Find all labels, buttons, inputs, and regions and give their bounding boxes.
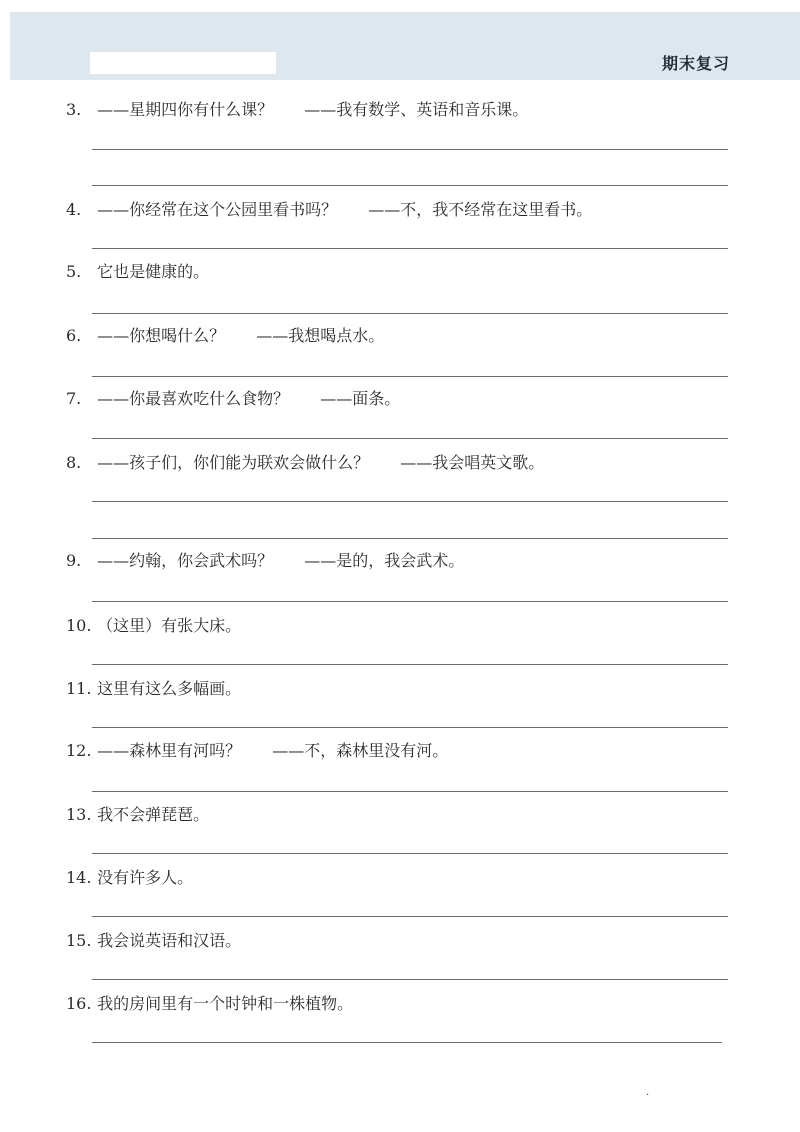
question-4 — [66, 199, 592, 221]
answer-line[interactable] — [92, 248, 728, 249]
question-number: 7. — [66, 389, 82, 408]
question-prompt: ——星期四你有什么课？ — [97, 100, 274, 119]
answer-line[interactable] — [92, 438, 728, 439]
question-7 — [66, 388, 400, 410]
answer-line[interactable] — [92, 664, 728, 665]
question-reply: ——我有数学、英语和音乐课。 — [304, 100, 529, 119]
scan-speck: · — [646, 1090, 650, 1101]
question-prompt: ——你经常在这个公园里看书吗？ — [97, 200, 338, 219]
question-13 — [66, 804, 209, 826]
answer-line[interactable] — [92, 538, 728, 539]
question-reply: ——我想喝点水。 — [256, 326, 385, 345]
answer-line[interactable] — [92, 601, 728, 602]
question-number: 11. — [66, 679, 92, 698]
question-reply: ——面条。 — [320, 389, 401, 408]
question-number: 4. — [66, 200, 82, 219]
question-number: 8. — [66, 453, 82, 472]
question-prompt: 我的房间里有一个时钟和一株植物。 — [97, 994, 354, 1013]
question-8 — [66, 452, 544, 474]
question-6 — [66, 325, 384, 347]
question-reply: ——是的，我会武术。 — [304, 551, 465, 570]
answer-line[interactable] — [92, 727, 728, 728]
question-number: 3. — [66, 100, 82, 119]
answer-line[interactable] — [92, 376, 728, 377]
question-12 — [66, 740, 448, 762]
question-reply: ——我会唱英文歌。 — [400, 453, 545, 472]
question-number: 9. — [66, 551, 82, 570]
question-prompt: ——你最喜欢吃什么食物？ — [97, 389, 290, 408]
header-blank-box — [90, 52, 276, 74]
question-prompt: ——森林里有河吗？ — [97, 741, 242, 760]
question-number: 13. — [66, 805, 92, 824]
question-prompt: 我不会弹琵琶。 — [97, 805, 210, 824]
question-prompt: ——孩子们，你们能为联欢会做什么？ — [97, 453, 370, 472]
question-prompt: 我会说英语和汉语。 — [97, 931, 242, 950]
answer-line[interactable] — [92, 916, 728, 917]
question-5 — [66, 261, 209, 283]
answer-line[interactable] — [92, 979, 728, 980]
question-number: 6. — [66, 326, 82, 345]
question-15 — [66, 930, 241, 952]
question-3 — [66, 99, 528, 121]
question-prompt: 它也是健康的。 — [97, 262, 210, 281]
question-reply: ——不，森林里没有河。 — [272, 741, 449, 760]
answer-line[interactable] — [92, 1042, 722, 1043]
question-11 — [66, 678, 241, 700]
question-9 — [66, 550, 464, 572]
answer-line[interactable] — [92, 313, 728, 314]
question-prompt: ——你想喝什么？ — [97, 326, 226, 345]
question-14 — [66, 867, 193, 889]
answer-line[interactable] — [92, 501, 728, 502]
answer-line[interactable] — [92, 185, 728, 186]
page-title: 期末复习 — [662, 54, 731, 73]
question-prompt: ——约翰，你会武术吗？ — [97, 551, 274, 570]
question-reply: ——不，我不经常在这里看书。 — [368, 200, 593, 219]
question-10 — [66, 615, 241, 637]
answer-line[interactable] — [92, 791, 728, 792]
question-number: 5. — [66, 262, 82, 281]
question-prompt: 没有许多人。 — [97, 868, 194, 887]
question-number: 10. — [66, 616, 92, 635]
question-number: 12. — [66, 741, 92, 760]
question-prompt: （这里）有张大床。 — [97, 616, 242, 635]
answer-line[interactable] — [92, 853, 728, 854]
question-number: 15. — [66, 931, 92, 950]
question-number: 14. — [66, 868, 92, 887]
question-prompt: 这里有这么多幅画。 — [97, 679, 242, 698]
answer-line[interactable] — [92, 149, 728, 150]
question-16 — [66, 993, 353, 1015]
question-number: 16. — [66, 994, 92, 1013]
